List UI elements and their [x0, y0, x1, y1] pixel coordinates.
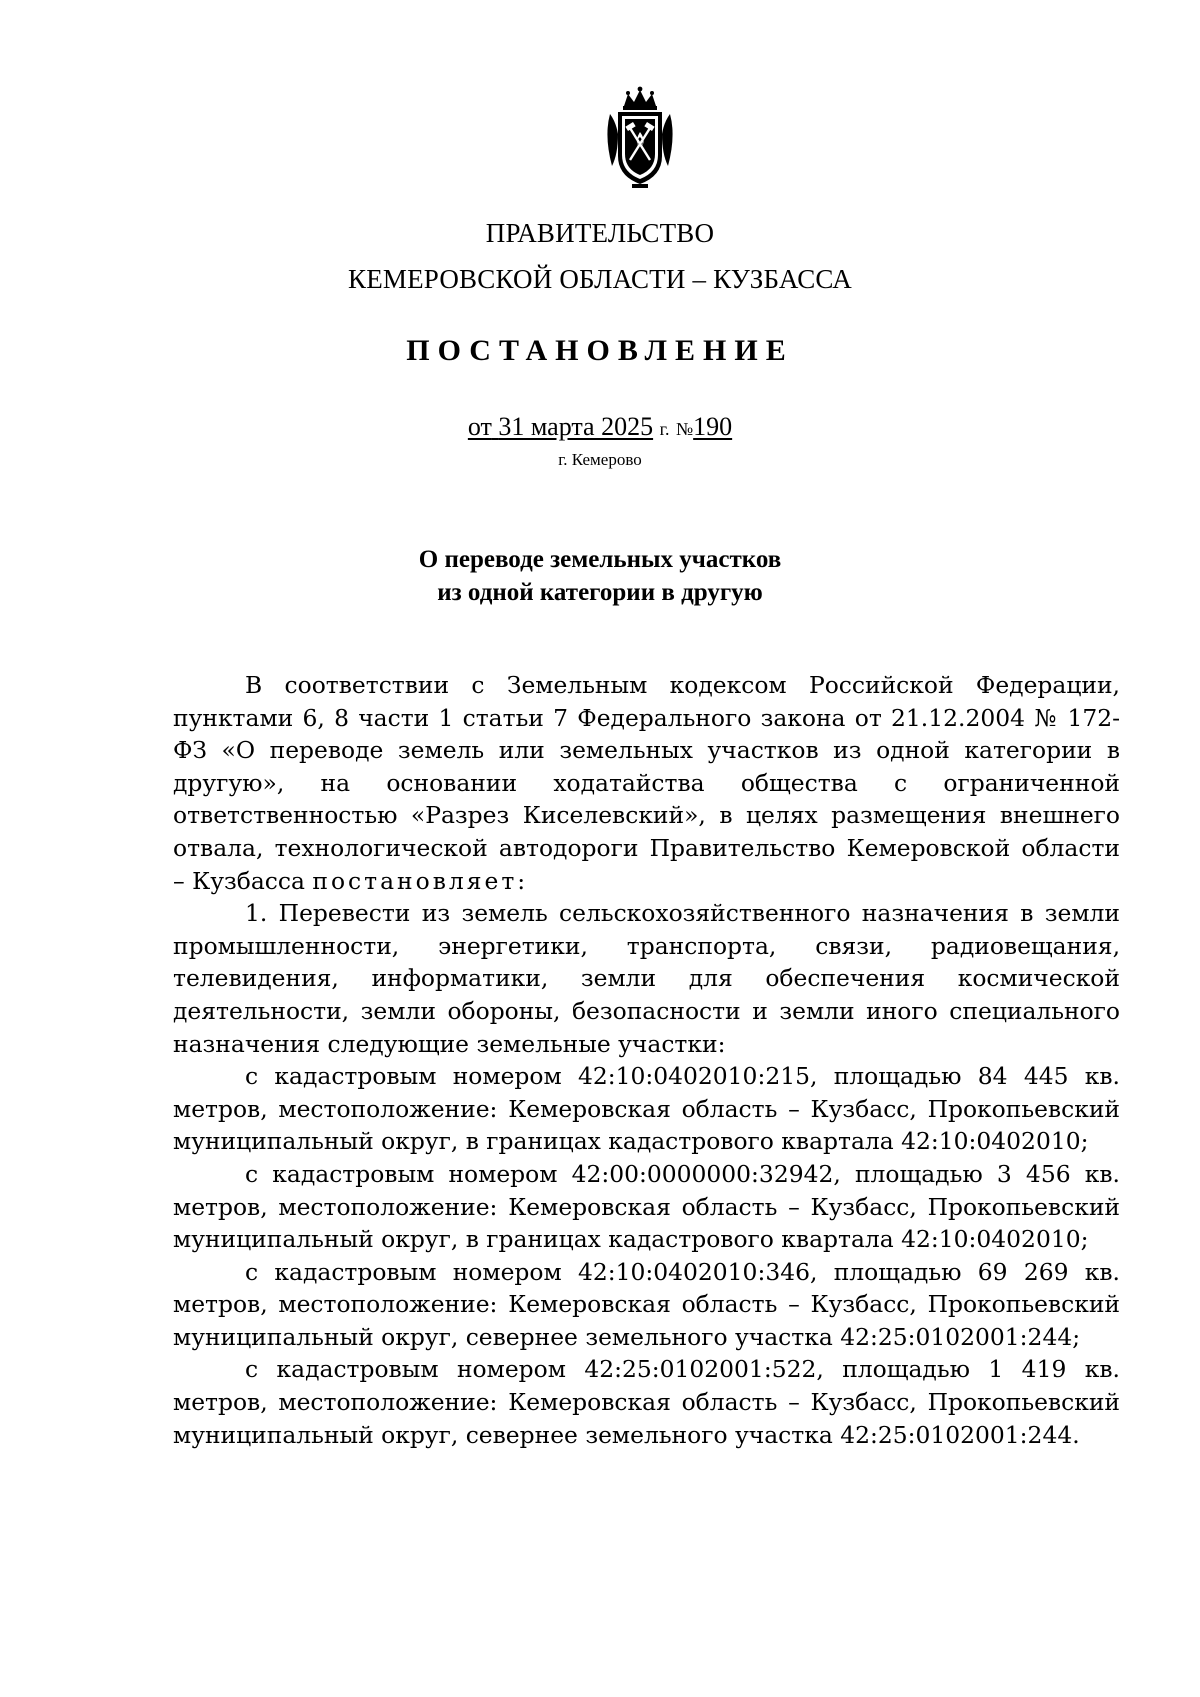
resolves-colon: :	[517, 866, 526, 895]
parcel-paragraph-2: с кадастровым номером 42:00:0000000:32942, площадью 3 456 кв. метров, местоположение: Кемеровская область – Кузбасс, Прокопьевский муниципальный округ, в границах кадастрового квартала 42:10:0402010;	[173, 1159, 1120, 1254]
document-body	[173, 669, 1120, 1451]
title-line-2: из одной категории в другую	[437, 579, 763, 606]
government-name-line-2: КЕМЕРОВСКОЙ ОБЛАСТИ – КУЗБАССА	[348, 264, 852, 294]
date-prefix: от	[467, 412, 492, 441]
parcel-paragraph-1: с кадастровым номером 42:10:0402010:215, площадью 84 445 кв. метров, местоположение: Кемеровская область – Кузбасс, Прокопьевский муниципальный округ, в границах кадастрового квартала 42:10:0402010;	[173, 1062, 1120, 1156]
parcel-paragraph-3: с кадастровым номером 42:10:0402010:346, площадью 69 269 кв. метров, местоположение: Кемеровская область – Кузбасс, Прокопьевский муниципальный округ, севернее земельного участка 42:25:0102001:244;	[173, 1257, 1120, 1351]
parcel-paragraph-4: с кадастровым номером 42:25:0102001:522, площадью 1 419 кв. метров, местоположение: Кемеровская область – Кузбасс, Прокопьевский муниципальный округ, севернее земельного участка 42:25:0102001:244.	[173, 1355, 1120, 1449]
item-1-paragraph: 1. Перевести из земель сельскохозяйственного назначения в земли промышленности, энергетики, транспорта, связи, радиовещания, телевидения, информатики, земли для обеспечения космической деятельности, земли обороны, безопасности и земли иного специального назначения следующие земельные участки:	[173, 899, 1120, 1058]
city: г. Кемерово	[558, 450, 642, 469]
year-suffix: г.	[659, 419, 670, 439]
coat-of-arms-icon	[602, 84, 678, 190]
document-title	[0, 543, 1200, 609]
preamble-paragraph	[173, 669, 1120, 897]
resolves-word: постановляет	[312, 866, 518, 895]
preamble-text: В соответствии с Земельным кодексом Российской Федерации, пунктами 6, 8 части 1 статьи 7 Федерального закона от 21.12.2004 № 172-ФЗ «О переводе земель или земельных участков из одной категории в другую», на основании ходатайства общества с ограниченной ответственностью «Разрез Киселевский», в целях размещения внешнего отвала, технологической автодороги Правительство Кемеровской области – Кузбасса	[173, 671, 1120, 895]
number-sign: №	[675, 419, 694, 439]
date-number-line	[0, 412, 1200, 442]
document-type: ПОСТАНОВЛЕНИЕ	[406, 334, 794, 367]
title-line-1: О переводе земельных участков	[418, 546, 782, 573]
document-number: 190	[693, 412, 733, 441]
government-name-line-1: ПРАВИТЕЛЬСТВО	[485, 218, 715, 248]
document-date: 31 марта 2025	[498, 412, 654, 441]
